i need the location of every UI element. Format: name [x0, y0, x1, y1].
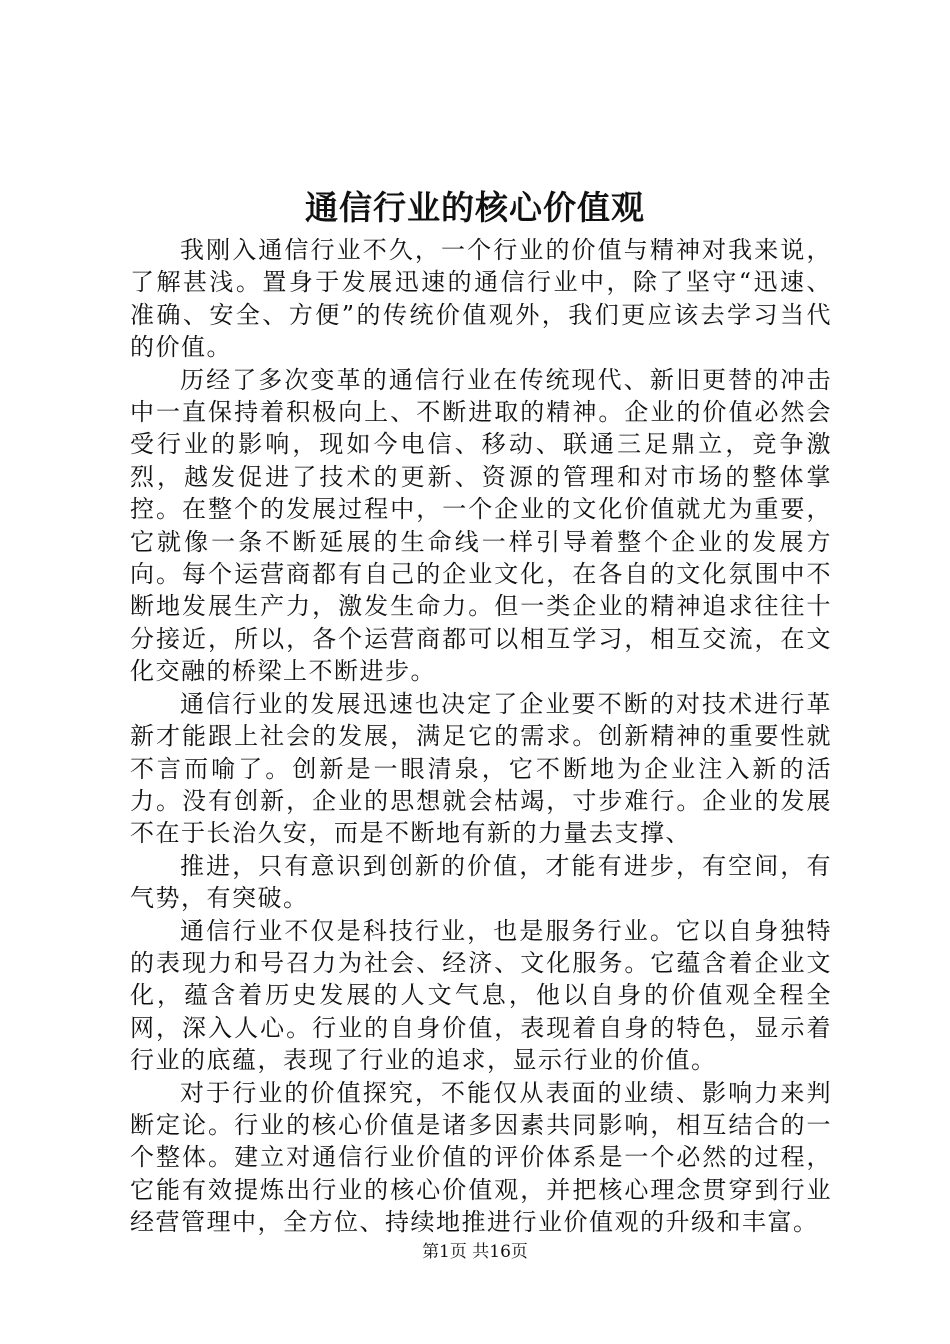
- paragraph: 通信行业的发展迅速也决定了企业要不断的对技术进行革新才能跟上社会的发展，满足它的需求。创新精神的重要性就不言而喻了。创新是一眼清泉，它不断地为企业注入新的活力。没有创新，企业的思想就会枯竭，寸步难行。企业的发展不在于长治久安，而是不断地有新的力量去支撑、: [130, 689, 832, 848]
- document-body: [130, 234, 832, 1239]
- page-number-footer: 第1页 共16页: [422, 1242, 528, 1262]
- paragraph: 我刚入通信行业不久，一个行业的价值与精神对我来说，了解甚浅。置身于发展迅速的通信行业中，除了坚守“迅速、准确、安全、方便”的传统价值观外，我们更应该去学习当代的价值。: [130, 236, 832, 362]
- paragraph: 对于行业的价值探究，不能仅从表面的业绩、影响力来判断定论。行业的核心价值是诸多因素共同影响，相互结合的一个整体。建立对通信行业价值的评价体系是一个必然的过程，它能有效提炼出行业的核心价值观，并把核心理念贯穿到行业经营管理中，全方位、持续地推进行业价值观的升级和丰富。: [130, 1078, 832, 1237]
- paragraph: 通信行业不仅是科技行业，也是服务行业。它以自身独特的表现力和号召力为社会、经济、文化服务。它蕴含着企业文化，蕴含着历史发展的人文气息，他以自身的价值观全程全网，深入人心。行业的自身价值，表现着自身的特色，显示着行业的底蕴，表现了行业的追求，显示行业的价值。: [130, 916, 832, 1075]
- paragraph: 历经了多次变革的通信行业在传统现代、新旧更替的冲击中一直保持着积极向上、不断进取的精神。企业的价值必然会受行业的影响，现如今电信、移动、联通三足鼎立，竞争激烈，越发促进了技术的更新、资源的管理和对市场的整体掌控。在整个的发展过程中，一个企业的文化价值就尤为重要，它就像一条不断延展的生命线一样引导着整个企业的发展方向。每个运营商都有自己的企业文化，在各自的文化氛围中不断地发展生产力，激发生命力。但一类企业的精神追求往往十分接近，所以，各个运营商都可以相互学习，相互交流，在文化交融的桥梁上不断进步。: [130, 365, 832, 686]
- document-title: 通信行业的核心价值观: [305, 188, 645, 227]
- paragraph: 推进，只有意识到创新的价值，才能有进步，有空间，有气势，有突破。: [130, 851, 832, 913]
